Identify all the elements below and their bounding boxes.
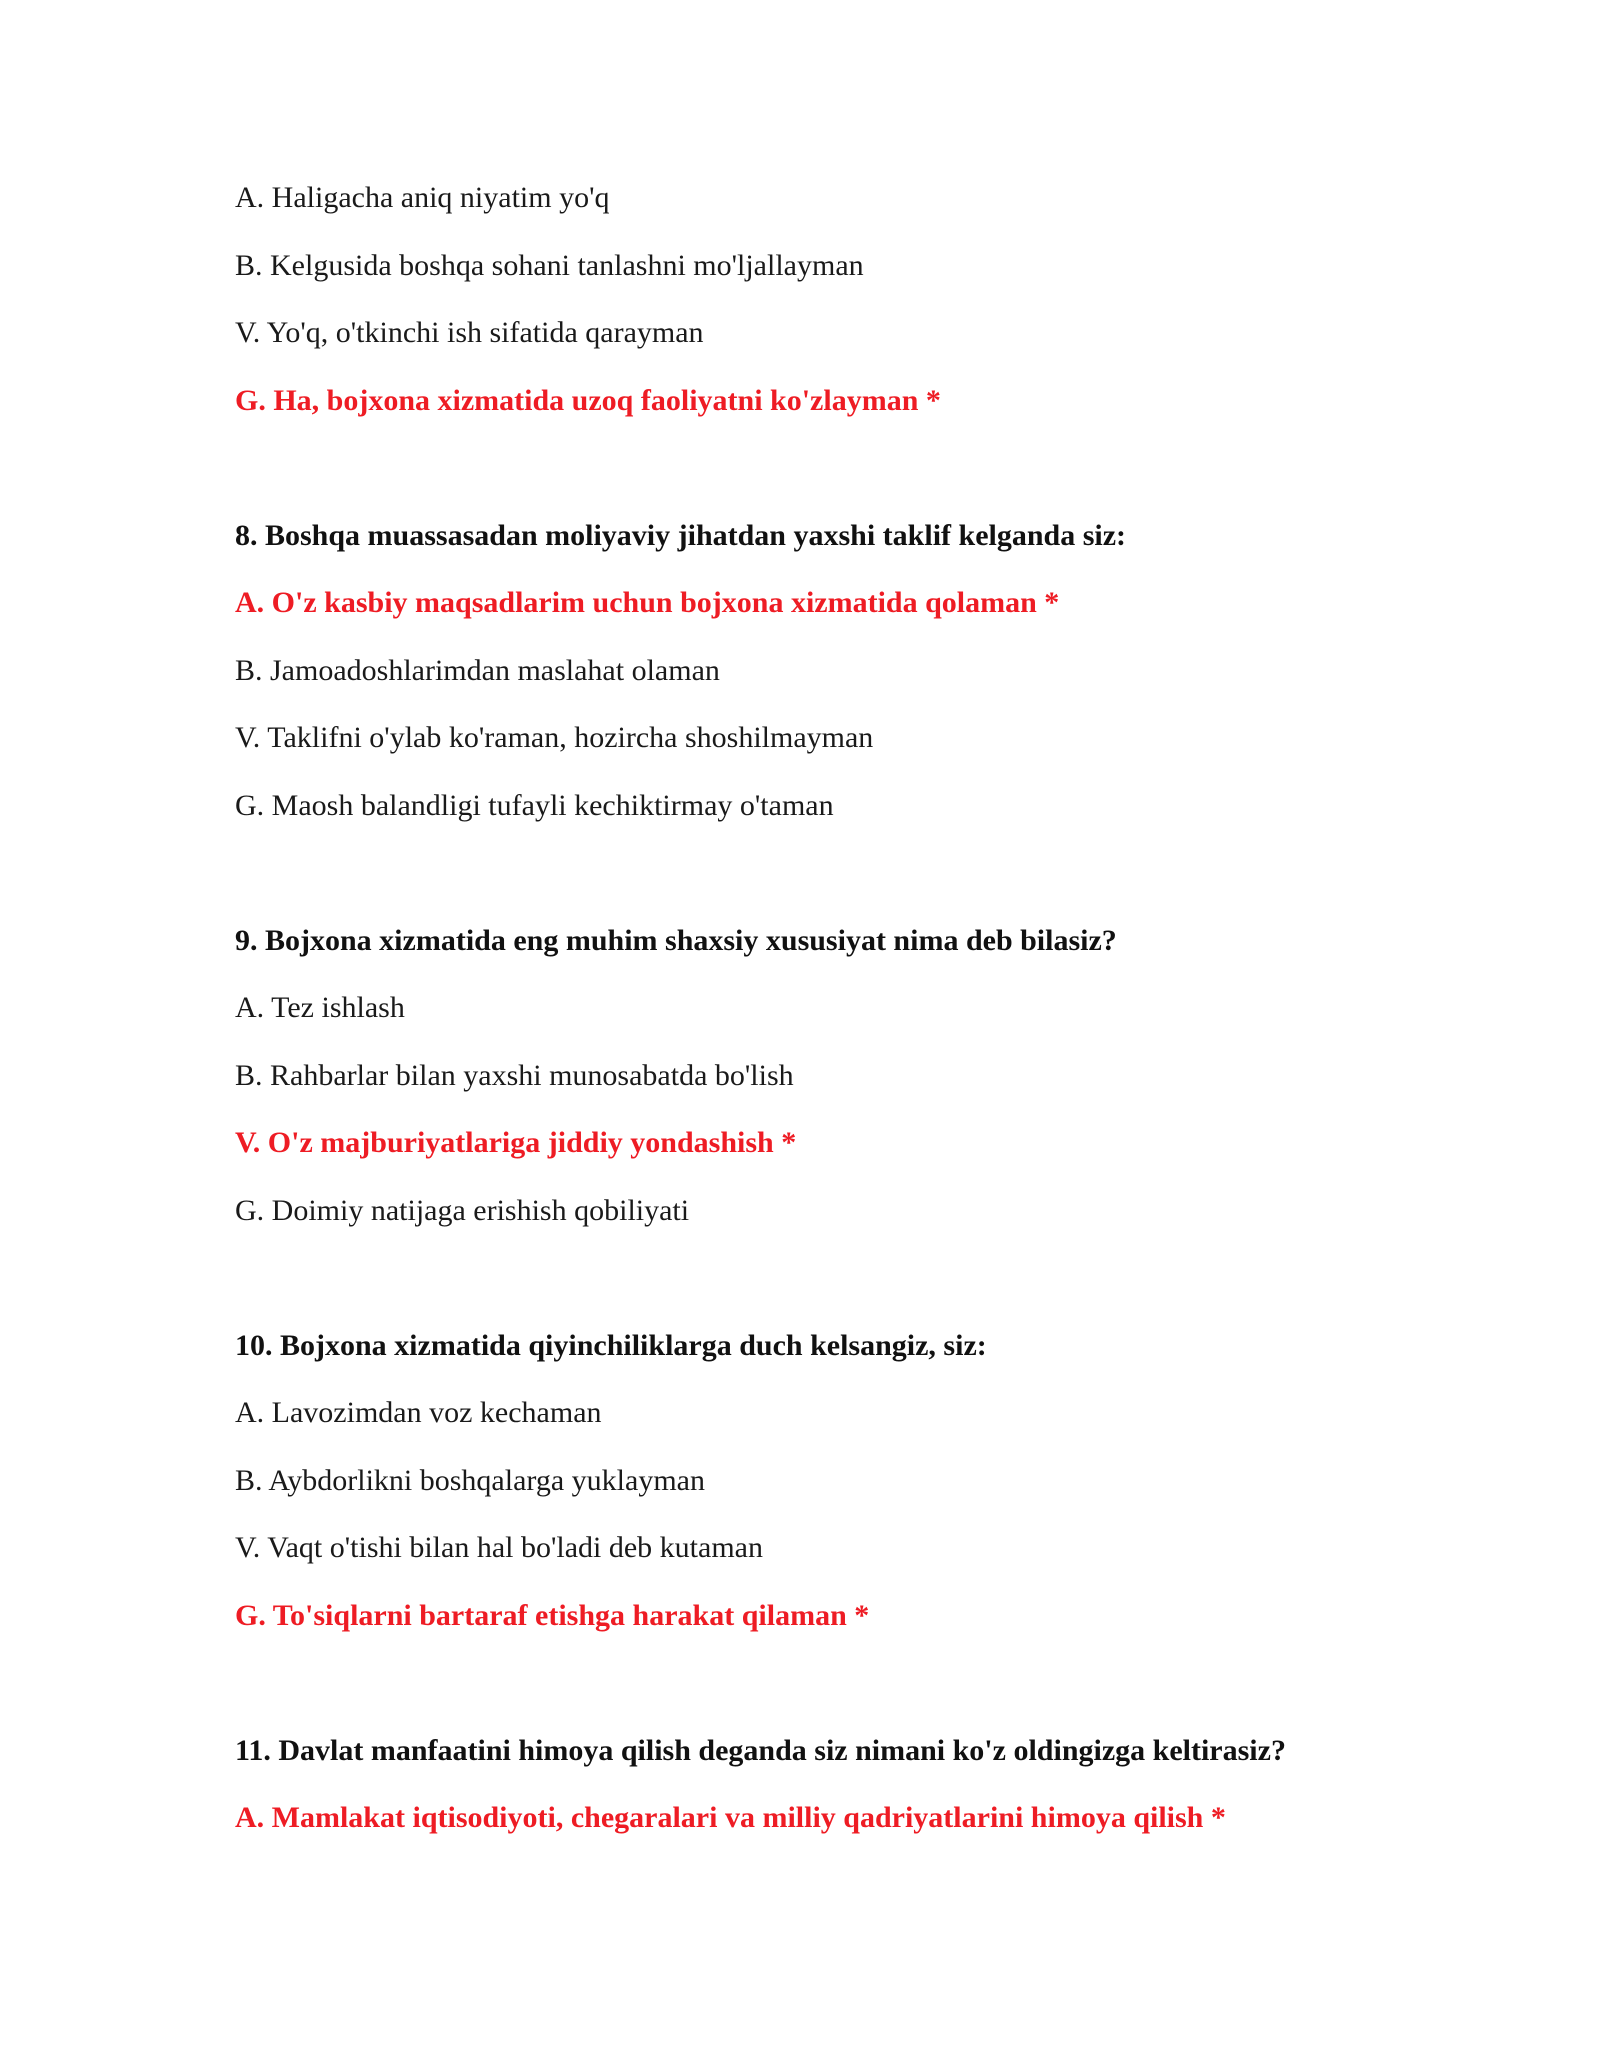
question-title: 8. Boshqa muassasadan moliyaviy jihatdan yaxshi taklif kelganda siz: <box>235 518 1127 552</box>
option-v-correct: V. O'z majburiyatlariga jiddiy yondashish * <box>235 1126 797 1159</box>
block-gap <box>235 1665 1485 1733</box>
block-gap <box>235 855 1485 923</box>
option-a: A. Haligacha aniq niyatim yo'q <box>235 181 610 214</box>
question-block-11 <box>235 1733 1485 1837</box>
block-gap <box>235 450 1485 518</box>
block-gap <box>235 1260 1485 1328</box>
option-g-correct: G. Ha, bojxona xizmatida uzoq faoliyatni ko'zlayman * <box>235 383 941 417</box>
question-block-7 <box>235 180 1485 419</box>
question-block-10 <box>235 1328 1485 1634</box>
option-b: B. Kelgusida boshqa sohani tanlashni mo'ljallayman <box>235 248 864 282</box>
question-title: 11. Davlat manfaatini himoya qilish deganda siz nimani ko'z oldingizga keltirasiz? <box>235 1733 1286 1767</box>
question-block-8 <box>235 518 1485 824</box>
option-b: B. Jamoadoshlarimdan maslahat olaman <box>235 653 720 687</box>
option-g: G. Maosh balandligi tufayli kechiktirmay o'taman <box>235 788 834 822</box>
document-page <box>235 180 1485 1868</box>
option-a: A. Lavozimdan voz kechaman <box>235 1396 602 1429</box>
option-b: B. Rahbarlar bilan yaxshi munosabatda bo'lish <box>235 1058 794 1092</box>
question-block-9 <box>235 923 1485 1229</box>
option-a-correct: A. O'z kasbiy maqsadlarim uchun bojxona xizmatida qolaman * <box>235 586 1060 619</box>
option-g: G. Doimiy natijaga erishish qobiliyati <box>235 1193 690 1227</box>
option-b: B. Aybdorlikni boshqalarga yuklayman <box>235 1463 705 1497</box>
option-v: V. Taklifni o'ylab ko'raman, hozircha shoshilmayman <box>235 721 874 754</box>
option-a-correct: A. Mamlakat iqtisodiyoti, chegaralari va milliy qadriyatlarini himoya qilish * <box>235 1801 1226 1834</box>
option-g-correct: G. To'siqlarni bartaraf etishga harakat qilaman * <box>235 1598 870 1632</box>
question-title: 10. Bojxona xizmatida qiyinchiliklarga duch kelsangiz, siz: <box>235 1328 987 1362</box>
option-a: A. Tez ishlash <box>235 991 405 1024</box>
option-v: V. Vaqt o'tishi bilan hal bo'ladi deb kutaman <box>235 1531 763 1564</box>
option-v: V. Yo'q, o'tkinchi ish sifatida qarayman <box>235 316 704 349</box>
question-title: 9. Bojxona xizmatida eng muhim shaxsiy xususiyat nima deb bilasiz? <box>235 923 1117 957</box>
